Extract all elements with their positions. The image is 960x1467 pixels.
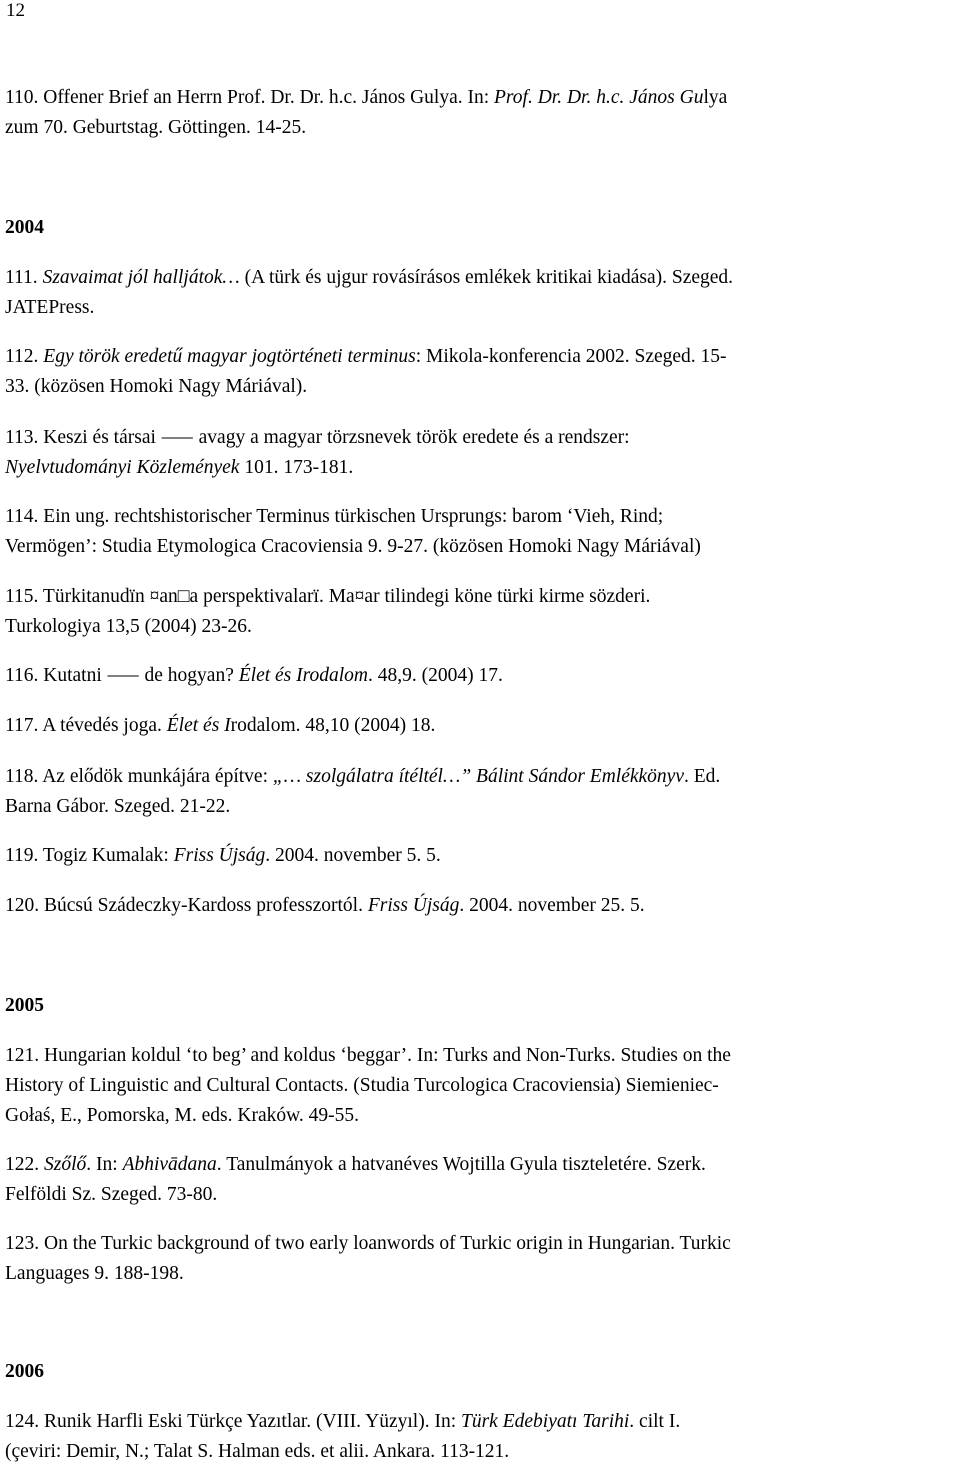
entry-text: 101. 173-181. bbox=[239, 457, 354, 478]
bib-entry-line bbox=[5, 661, 953, 691]
bib-entry-line bbox=[5, 762, 953, 792]
entry-title: Türk Edebiyatı Tarihi bbox=[461, 1411, 630, 1432]
entry-title: Szavaimat jól halljátok… bbox=[42, 267, 240, 288]
bib-entry-line: 113. Keszi és társai ⸺ avagy a magyar törzsnevek török eredete és a rendszer: bbox=[5, 427, 630, 448]
bib-entry-line: Felföldi Sz. Szeged. 73-80. bbox=[5, 1184, 218, 1205]
bib-entry-line: zum 70. Geburtstag. Göttingen. 14-25. bbox=[5, 117, 307, 138]
bib-entry-113 bbox=[5, 423, 953, 483]
entry-text: rodalom. 48,10 (2004) 18. bbox=[230, 715, 436, 736]
entry-text: 117. A tévedés joga. bbox=[5, 715, 167, 736]
bib-entry-111 bbox=[5, 263, 953, 323]
entry-text: . 48,9. (2004) 17. bbox=[368, 665, 503, 686]
bib-entry-119 bbox=[5, 841, 953, 871]
bib-entry-line bbox=[5, 841, 953, 871]
bib-entry-115 bbox=[5, 582, 953, 642]
bib-entry-114 bbox=[5, 502, 953, 562]
bib-entry-line: Barna Gábor. Szeged. 21-22. bbox=[5, 796, 231, 817]
year-heading-2005: 2005 bbox=[5, 995, 44, 1016]
bib-entry-122 bbox=[5, 1150, 953, 1210]
bib-entry-line: History of Linguistic and Cultural Contacts. (Studia Turcologica Cracoviensia) Siemieniec- bbox=[5, 1075, 719, 1096]
entry-text: (A türk és ujgur rovásírásos emlékek kritikai kiadása). Szeged. bbox=[239, 267, 734, 288]
year-heading-2004: 2004 bbox=[5, 217, 44, 238]
bib-entry-line bbox=[5, 1407, 953, 1437]
bib-entry-line bbox=[5, 891, 953, 921]
bib-entry-line bbox=[5, 453, 953, 483]
bib-entry-124 bbox=[5, 1407, 953, 1467]
entry-text: . Ed. bbox=[683, 766, 721, 787]
bib-entry-112 bbox=[5, 342, 953, 402]
entry-text: 112. bbox=[5, 346, 44, 367]
entry-title: Egy török eredetű magyar jogtörténeti terminus bbox=[43, 346, 416, 367]
entry-text: 119. Togiz Kumalak: bbox=[5, 845, 174, 866]
bib-entry-line: Languages 9. 188-198. bbox=[5, 1263, 184, 1284]
entry-text: 124. Runik Harfli Eski Türkçe Yazıtlar. (VIII. Yüzyıl). In: bbox=[5, 1411, 461, 1432]
bib-entry-line: 114. Ein ung. rechtshistorischer Terminus türkischen Ursprungs: barom ‘Vieh, Rind; bbox=[5, 506, 664, 527]
entry-text: . 2004. november 25. 5. bbox=[459, 895, 645, 916]
entry-title: Szőlő bbox=[44, 1154, 87, 1175]
bib-entry-110 bbox=[5, 83, 953, 143]
bib-entry-118 bbox=[5, 762, 953, 822]
bib-entry-116 bbox=[5, 661, 953, 691]
bib-entry-line bbox=[5, 83, 953, 113]
bib-entry-line: 33. (közösen Homoki Nagy Máriával). bbox=[5, 376, 308, 397]
entry-text: . Tanulmányok a hatvanéves Wojtilla Gyula tiszteletére. Szerk. bbox=[216, 1154, 706, 1175]
entry-title: Friss Újság bbox=[367, 895, 460, 916]
bib-entry-line: 123. On the Turkic background of two early loanwords of Turkic origin in Hungarian. Turkic bbox=[5, 1233, 731, 1254]
entry-title: Nyelvtudományi Közlemények bbox=[5, 457, 240, 478]
entry-title: Élet és Irodalom bbox=[238, 665, 368, 686]
entry-title: Élet és I bbox=[166, 715, 231, 736]
bib-entry-line bbox=[5, 1150, 953, 1180]
entry-text: : Mikola-konferencia 2002. Szeged. 15- bbox=[415, 346, 727, 367]
entry-text: . cilt I. bbox=[629, 1411, 681, 1432]
entry-title: „… szolgálatra ítéltél…” Bálint Sándor Emlékkönyv bbox=[272, 766, 684, 787]
bib-entry-line: 121. Hungarian koldul ‘to beg’ and koldus ‘beggar’. In: Turks and Non-Turks. Studies on the bbox=[5, 1045, 731, 1066]
page-number: 12 bbox=[6, 0, 25, 21]
entry-title: Abhivādana bbox=[122, 1154, 217, 1175]
entry-text: 110. Offener Brief an Herrn Prof. Dr. Dr. h.c. János Gulya. In: bbox=[5, 87, 495, 108]
bib-entry-line: Turkologiya 13,5 (2004) 23-26. bbox=[5, 616, 252, 637]
entry-text: 116. Kutatni ⸺ de hogyan? bbox=[5, 665, 239, 686]
bib-entry-line: Vermögen’: Studia Etymologica Cracoviensia 9. 9-27. (közösen Homoki Nagy Máriával) bbox=[5, 536, 701, 557]
bib-entry-123 bbox=[5, 1229, 953, 1289]
entry-text: 120. Búcsú Szádeczky-Kardoss professzortól. bbox=[5, 895, 368, 916]
bib-entry-line bbox=[5, 263, 953, 293]
entry-text: . 2004. november 5. 5. bbox=[265, 845, 441, 866]
bib-entry-line bbox=[5, 342, 953, 372]
entry-text: 111. bbox=[5, 267, 43, 288]
entry-text: 122. bbox=[5, 1154, 44, 1175]
bib-entry-line: Gołaś, E., Pomorska, M. eds. Kraków. 49-55. bbox=[5, 1105, 360, 1126]
year-heading-2006: 2006 bbox=[5, 1361, 44, 1382]
entry-text: lya bbox=[703, 87, 728, 108]
bib-entry-line: 115. Türkitanudïn ¤an□a perspektivalarï. Ma¤ar tilindegi köne türki kirme sözderi. bbox=[5, 586, 651, 607]
bib-entry-line: JATEPress. bbox=[5, 297, 95, 318]
entry-title: Prof. Dr. Dr. h.c. János Gu bbox=[494, 87, 704, 108]
entry-text: 118. Az elődök munkájára építve: bbox=[5, 766, 273, 787]
bib-entry-line: (çeviri: Demir, N.; Talat S. Halman eds. et alii. Ankara. 113-121. bbox=[5, 1441, 510, 1462]
bib-entry-121 bbox=[5, 1041, 953, 1131]
entry-title: Friss Újság bbox=[173, 845, 266, 866]
bib-entry-117 bbox=[5, 711, 953, 741]
entry-text: . In: bbox=[86, 1154, 123, 1175]
bib-entry-120 bbox=[5, 891, 953, 921]
bib-entry-line bbox=[5, 711, 953, 741]
